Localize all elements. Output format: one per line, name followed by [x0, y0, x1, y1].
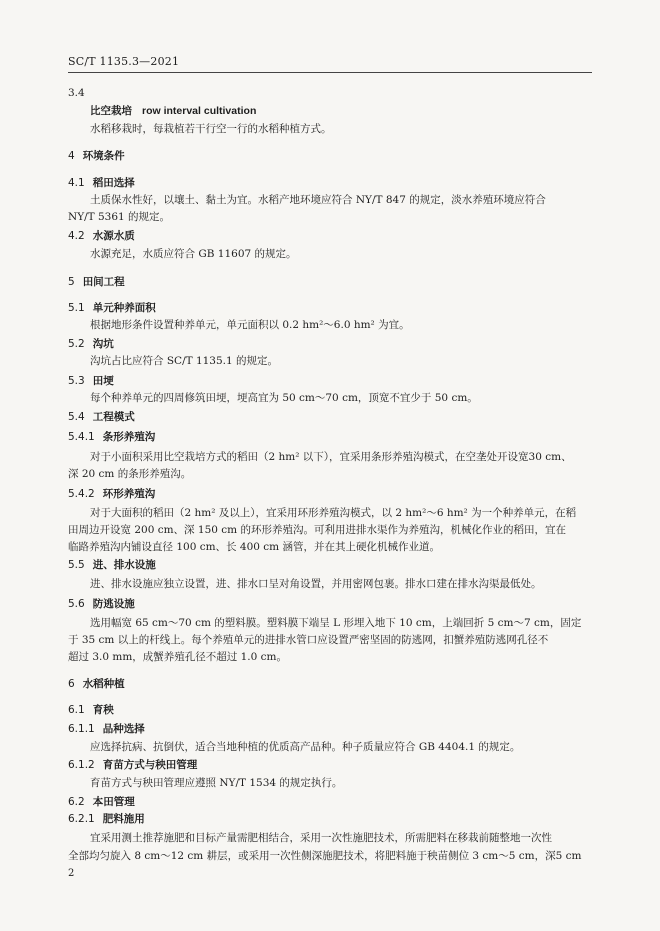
header-rule [68, 72, 592, 73]
paragraph: 育苗方式与秧田管理应遵照 NY/T 1534 的规定执行。 [90, 777, 343, 789]
term-definition: 水稻移栽时，每栽植若干行空一行的水稻种植方式。 [90, 123, 332, 135]
paragraph: 全部均匀旋入 8 cm～12 cm 耕层，或采用一次性侧深施肥技术，将肥料施于秧苗侧位 3 cm～5 cm，深5 cm [68, 850, 582, 862]
paragraph: 进、排水设施应独立设置，进、排水口呈对角设置，并用密网包裹。排水口建在排水沟渠最低处。 [90, 578, 542, 590]
term-number: 3.4 [68, 87, 85, 99]
paragraph: 临路养殖沟内铺设直径 100 cm、长 400 cm 涵管，并在其上硬化机械作业道。 [68, 541, 440, 553]
paragraph: 根据地形条件设置种养单元，单元面积以 0.2 hm²～6.0 hm² 为宜。 [90, 319, 410, 331]
standard-number-header: SC/T 1135.3—2021 [68, 55, 180, 68]
subsection-heading: 5.4 工程模式 [68, 411, 135, 423]
subsubsection-heading: 6.1.2 育苗方式与秧田管理 [68, 759, 198, 771]
paragraph: 土质保水性好，以壤土、黏土为宜。水稻产地环境应符合 NY/T 847 的规定，淡水养殖环境应符合 [90, 194, 546, 206]
paragraph: 深 20 cm 的条形养殖沟。 [68, 468, 192, 480]
paragraph: 超过 3.0 mm，成蟹养殖孔径不超过 1.0 cm。 [68, 651, 287, 663]
subsubsection-heading: 6.2.1 肥料施用 [68, 813, 145, 825]
term-title: 比空栽培 row interval cultivation [90, 105, 257, 117]
section-heading: 6 水稻种植 [68, 678, 125, 690]
paragraph: 每个种养单元的四周修筑田埂，埂高宜为 50 cm～70 cm，顶宽不宜少于 50 cm。 [90, 392, 478, 404]
paragraph: 对于大面积的稻田（2 hm² 及以上），宜采用环形养殖沟模式，以 2 hm²～6 hm² 为一个种养单元，在稻 [90, 507, 577, 519]
subsubsection-heading: 6.1.1 品种选择 [68, 723, 145, 735]
paragraph: NY/T 5361 的规定。 [68, 211, 171, 223]
subsection-heading: 5.2 沟坑 [68, 338, 114, 350]
paragraph: 宜采用测土推荐施肥和目标产量需肥相结合，采用一次性施肥技术，所需肥料在移栽前随整地一次性 [90, 832, 552, 844]
subsection-heading: 4.2 水源水质 [68, 230, 135, 242]
paragraph: 应选择抗病、抗倒伏，适合当地种植的优质高产品种。种子质量应符合 GB 4404.1 的规定。 [90, 741, 521, 753]
section-heading: 4 环境条件 [68, 150, 125, 162]
paragraph: 对于小面积采用比空栽培方式的稻田（2 hm² 以下），宜采用条形养殖沟模式，在空垄处开设宽30 cm、 [90, 451, 572, 463]
paragraph: 选用幅宽 65 cm～70 cm 的塑料膜。塑料膜下端呈 L 形埋入地下 10 cm，上端回折 5 cm～7 cm，固定 [90, 617, 582, 629]
paragraph: 水源充足，水质应符合 GB 11607 的规定。 [90, 248, 297, 260]
section-heading: 5 田间工程 [68, 276, 125, 288]
subsection-heading: 5.1 单元种养面积 [68, 302, 156, 314]
subsection-heading: 5.3 田埂 [68, 375, 114, 387]
paragraph: 田周边开设宽 200 cm、深 150 cm 的环形养殖沟。可利用进排水渠作为养殖沟，机械化作业的稻田，宜在 [68, 524, 566, 536]
subsubsection-heading: 5.4.2 环形养殖沟 [68, 488, 156, 500]
page-number: 2 [68, 868, 75, 879]
subsection-heading: 6.2 本田管理 [68, 796, 135, 808]
subsubsection-heading: 5.4.1 条形养殖沟 [68, 431, 156, 443]
paragraph: 于 35 cm 以上的杆线上。每个养殖单元的进排水管口应设置严密坚固的防逃网，扣蟹养殖防逃网孔径不 [68, 634, 549, 646]
subsection-heading: 6.1 育秧 [68, 704, 114, 716]
subsection-heading: 5.5 进、排水设施 [68, 559, 156, 571]
paragraph: 沟坑占比应符合 SC/T 1135.1 的规定。 [90, 355, 279, 367]
subsection-heading: 5.6 防逃设施 [68, 598, 135, 610]
subsection-heading: 4.1 稻田选择 [68, 177, 135, 189]
